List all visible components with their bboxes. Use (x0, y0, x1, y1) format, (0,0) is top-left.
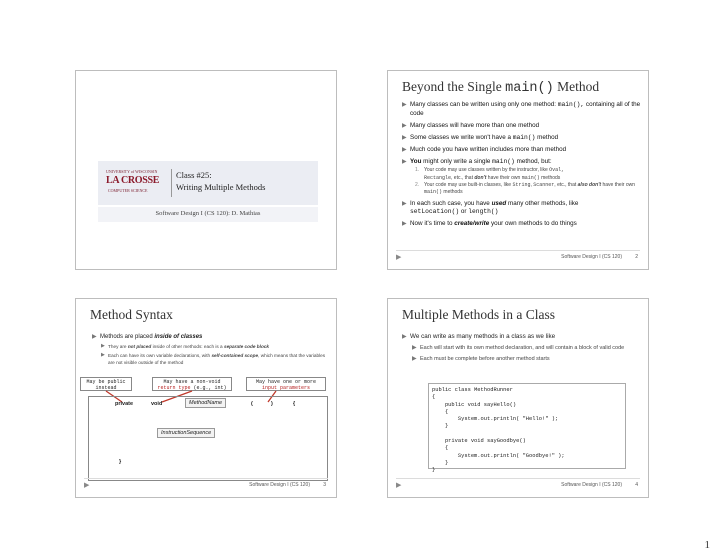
bullet-arrow-icon: ▶ (402, 334, 407, 340)
bullet-arrow-icon: ▶ (412, 345, 417, 351)
bullet-arrow-icon: ▶ (402, 158, 407, 165)
slide-footer: ▶ Software Design I (CS 120) 2 (396, 250, 640, 263)
slide-footer: ▶ Software Design I (CS 120) 4 (396, 478, 640, 491)
uwl-logo: UNIVERSITY of WISCONSIN LA CROSSE COMPUTER SCIENCE (106, 169, 160, 193)
list-item: ▶ We can write as many methods in a class as we like ▶ Each will start with its own method declaration, and will contain a block of valid code ▶ Each must be complete before another method starts (410, 333, 642, 363)
slide-2 (387, 70, 649, 270)
list-item: 1. Your code may use classes written by the instructor, like Oval, Rectangle, etc., that don't have their own main() methods (415, 167, 565, 181)
slide-title: Multiple Methods in a Class (402, 307, 555, 322)
footer-arrow-icon: ▶ (396, 254, 402, 261)
code-line: } (432, 467, 436, 474)
sub-list (410, 167, 642, 196)
cover-title: Class #25: Writing Multiple Methods (176, 170, 266, 192)
method-name-box: MethodName (185, 398, 226, 408)
bullet-arrow-icon: ▶ (402, 102, 407, 108)
list-item: ▶ Many classes can be written using only one method: main(), containing all of the code (402, 101, 641, 117)
list-item: 2. Your code may use built-in classes, like String, Scanner, etc., that also don't have their own main() methods (415, 181, 635, 195)
list-item: ▶ Each will start with its own method declaration, and will contain a block of valid code (412, 345, 625, 351)
list-item: ▶ They are not placed inside of other methods: each is a separate code block (101, 343, 270, 349)
cover-subtitle-band (98, 207, 318, 222)
list-item: ▶ In each such case, you have used many other methods, like setLocation() or length() (402, 199, 579, 216)
note-parameters: May have one or more input parameters (246, 377, 326, 391)
sub-list (412, 344, 642, 363)
code-example (428, 383, 626, 474)
keyword-private: private (115, 401, 134, 407)
code-line: public class MethodRunner (432, 387, 513, 393)
list-item: ▶ Each must be complete before another method starts (412, 356, 550, 362)
footer-arrow-icon: ▶ (84, 482, 90, 489)
instruction-sequence-box: InstructionSequence (157, 428, 215, 438)
cover-subtitle: Software Design I (CS 120): D. Mathias (155, 210, 261, 217)
slide-title: Beyond the Single main() Method (402, 79, 600, 96)
note-public: May be public instead (80, 377, 132, 391)
cover-title-band (98, 161, 318, 205)
slide-3 (75, 298, 337, 498)
code-line: { (432, 408, 449, 415)
code-line: } (432, 423, 449, 430)
bullet-arrow-icon: ▶ (402, 200, 407, 207)
list-item: ▶ Much code you have written includes more than method (402, 145, 567, 153)
list-item: ▶ You might only write a single main() method, but: 1. Your code may use classes written by the instructor, like Oval, Rectangle, etc., that don't have their own main() methods 2. Your code may use built-in classes, like String, Scanner, etc., that also don't have their own main() methods (410, 158, 642, 196)
slide-1-cover (75, 70, 337, 270)
bullet-arrow-icon: ▶ (402, 146, 407, 153)
bullet-list (402, 101, 642, 232)
syntax-diagram: private void MethodName ( ) { InstructionSequence } (88, 396, 328, 481)
code-line: private void sayGoodbye() (432, 438, 526, 445)
bullet-arrow-icon: ▶ (101, 343, 105, 349)
code-line: public void sayHello() (432, 401, 517, 408)
bullet-arrow-icon: ▶ (92, 334, 97, 340)
bullet-arrow-icon: ▶ (101, 352, 105, 358)
list-item: ▶ Some classes we write won't have a main() method (402, 133, 559, 141)
list-item: ▶ Now it's time to create/write your own methods to do things (402, 220, 577, 228)
code-line: { (432, 445, 449, 452)
bullet-arrow-icon: ▶ (412, 356, 417, 362)
code-line: System.out.println( "Hello!" ); (432, 416, 559, 423)
code-line (432, 431, 625, 438)
list-item: ▶ Many classes will have more than one method (402, 121, 540, 129)
code-line: { (432, 394, 436, 401)
list-item: ▶ Each can have its own variable declarations, with self-contained scope, which means that the variables are not visible outside of the method (101, 352, 326, 365)
slide-title: Method Syntax (90, 307, 173, 322)
bullet-arrow-icon: ▶ (402, 122, 407, 129)
bullet-arrow-icon: ▶ (402, 221, 407, 228)
bullet-arrow-icon: ▶ (402, 134, 407, 141)
list-item: ▶ Methods are placed inside of classes ▶ They are not placed inside of other methods: each is a separate code block ▶ Each can have its own variable declarations, with self-contained scope, which means that the variables are not visible outside of the method (100, 333, 330, 366)
note-return-type: May have a non-void return type (e.g., int) (152, 377, 232, 391)
slide-4 (387, 298, 649, 498)
code-line: } (432, 459, 449, 466)
keyword-void: void (151, 401, 163, 407)
page-number: 1 (704, 539, 710, 551)
footer-arrow-icon: ▶ (396, 482, 402, 489)
cover-divider (171, 169, 172, 197)
slide-footer: ▶ Software Design I (CS 120) 3 (84, 478, 328, 491)
bullet-list (402, 333, 642, 366)
code-line: System.out.println( "Goodbye!" ); (432, 452, 565, 459)
